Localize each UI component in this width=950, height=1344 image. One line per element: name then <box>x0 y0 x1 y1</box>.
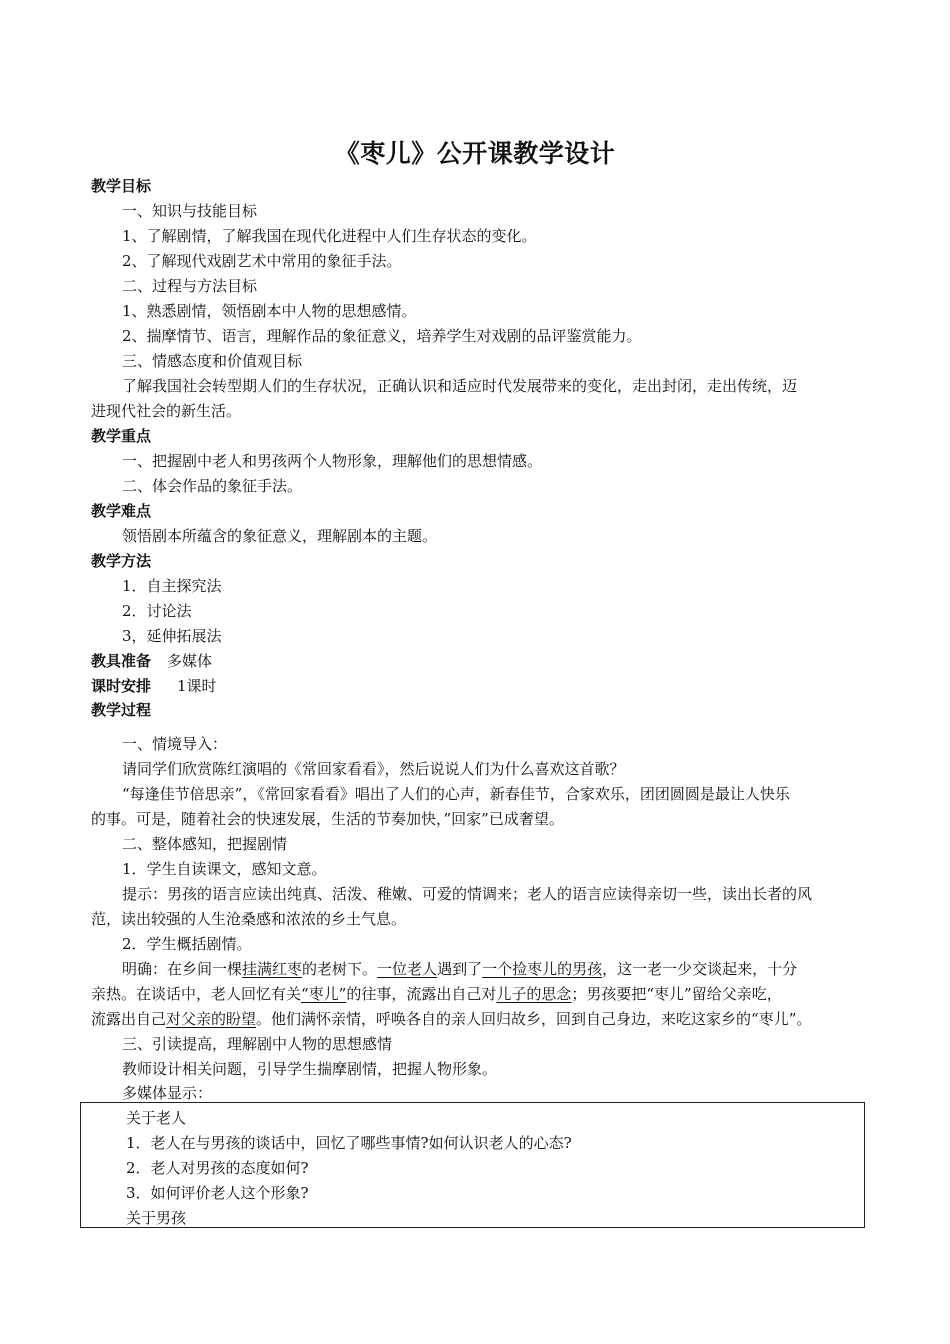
summary-line-2 <box>91 985 950 1003</box>
section-3-line: 教师设计相关问题，引导学生揣摩剧情，把握人物形象。 <box>122 1060 498 1078</box>
summary-underline: “枣儿” <box>301 985 347 1003</box>
summary-text: 。他们满怀亲情，呼唤各自的亲人回归故乡，回到自己身边，来吃这家乡的“枣儿”。 <box>256 1010 812 1028</box>
method-3: 3，延伸拓展法 <box>122 627 222 645</box>
process-goal-1: 1、熟悉剧情，领悟剧本中人物的思想感情。 <box>122 302 417 320</box>
summary-underline: 一个捡枣儿的男孩 <box>482 960 603 978</box>
section-2-tip-line-1: 提示：男孩的语言应读出纯真、活泼、稚嫩、可爱的情调来；老人的语言应读得亲切一些，读出长者的风 <box>122 885 813 903</box>
key-point-2: 二、体会作品的象征手法。 <box>122 477 303 495</box>
process-goal-2: 2、揣摩情节、语言，理解作品的象征意义，培养学生对戏剧的品评鉴赏能力。 <box>122 327 642 345</box>
summary-underline: 儿子的思念 <box>496 985 572 1003</box>
emotion-goal-line-2: 进现代社会的新生活。 <box>91 402 242 420</box>
schedule-row <box>91 677 950 695</box>
old-man-heading: 关于老人 <box>126 1109 187 1127</box>
section-3-media: 多媒体显示： <box>122 1084 213 1102</box>
knowledge-goal-heading: 一、知识与技能目标 <box>122 202 258 220</box>
tools-label: 教具准备 <box>91 652 152 670</box>
section-1-quote-line-1: “每逢佳节倍思亲”，《常回家看看》唱出了人们的心声，新春佳节，合家欢乐，团团圆圆是最让人快乐 <box>122 785 790 803</box>
difficulty-1: 领悟剧本所蕴含的象征意义，理解剧本的主题。 <box>122 527 438 545</box>
summary-text: ；男孩要把“枣儿”留给父亲吃， <box>571 985 782 1003</box>
section-3-heading: 三、引读提高，理解剧中人物的思想感情 <box>122 1035 393 1053</box>
difficulty-heading: 教学难点 <box>91 502 152 520</box>
schedule-label: 课时安排 <box>91 677 152 695</box>
goals-heading: 教学目标 <box>91 177 152 195</box>
emotion-goal-line-1: 了解我国社会转型期人们的生存状况，正确认识和适应时代发展带来的变化，走出封闭，走出传统，迈 <box>122 377 798 395</box>
key-point-1: 一、把握剧中老人和男孩两个人物形象，理解他们的思想情感。 <box>122 452 543 470</box>
summary-text: 的老树下。 <box>302 960 378 978</box>
section-2-step-1: 1．学生自读课文，感知文意。 <box>122 860 327 878</box>
old-man-question-2: 2．老人对男孩的态度如何? <box>126 1159 309 1177</box>
process-heading: 教学过程 <box>91 701 152 719</box>
knowledge-goal-2: 2、了解现代戏剧艺术中常用的象征手法。 <box>122 252 402 270</box>
tools-value: 多媒体 <box>167 652 213 670</box>
summary-text: 明确：在乡间一棵 <box>122 960 243 978</box>
summary-text: 的往事，流露出自己对 <box>346 985 497 1003</box>
summary-text: 遇到了 <box>437 960 483 978</box>
summary-underline: 一位老人 <box>377 960 438 978</box>
summary-underline: 挂满红枣 <box>242 960 303 978</box>
section-2-heading: 二、整体感知，把握剧情 <box>122 835 288 853</box>
summary-line-1 <box>122 960 950 978</box>
tools-row <box>91 652 950 670</box>
schedule-value: 1课时 <box>177 677 217 695</box>
page-title: 《枣儿》公开课教学设计 <box>334 139 616 168</box>
method-2: 2．讨论法 <box>122 602 192 620</box>
section-2-tip-line-2: 范，读出较强的人生沧桑感和浓浓的乡土气息。 <box>91 910 407 928</box>
boy-heading: 关于男孩 <box>126 1209 187 1227</box>
summary-text: ，这一老一少交谈起来，十分 <box>602 960 798 978</box>
section-1-heading: 一、情境导入： <box>122 735 228 753</box>
summary-text: 亲热。在谈话中，老人回忆有关 <box>91 985 302 1003</box>
summary-underline: 对父亲的盼望 <box>166 1010 257 1028</box>
old-man-question-3: 3．如何评价老人这个形象? <box>126 1184 309 1202</box>
section-1-quote-line-2: 的事。可是，随着社会的快速发展，生活的节奏加快，”回家”已成奢望。 <box>91 810 564 828</box>
methods-heading: 教学方法 <box>91 552 152 570</box>
key-points-heading: 教学重点 <box>91 427 152 445</box>
old-man-question-1: 1．老人在与男孩的谈话中，回忆了哪些事情?如何认识老人的心态? <box>126 1134 572 1152</box>
summary-text: 流露出自己 <box>91 1010 167 1028</box>
process-goal-heading: 二、过程与方法目标 <box>122 277 258 295</box>
summary-line-3 <box>91 1010 950 1028</box>
knowledge-goal-1: 1、了解剧情，了解我国在现代化进程中人们生存状态的变化。 <box>122 227 537 245</box>
section-1-line: 请同学们欣赏陈红演唱的《常回家看看》，然后说说人们为什么喜欢这首歌？ <box>122 760 625 778</box>
multimedia-box <box>80 1102 865 1228</box>
emotion-goal-heading: 三、情感态度和价值观目标 <box>122 352 303 370</box>
section-2-step-2: 2．学生概括剧情。 <box>122 935 252 953</box>
method-1: 1．自主探究法 <box>122 577 222 595</box>
